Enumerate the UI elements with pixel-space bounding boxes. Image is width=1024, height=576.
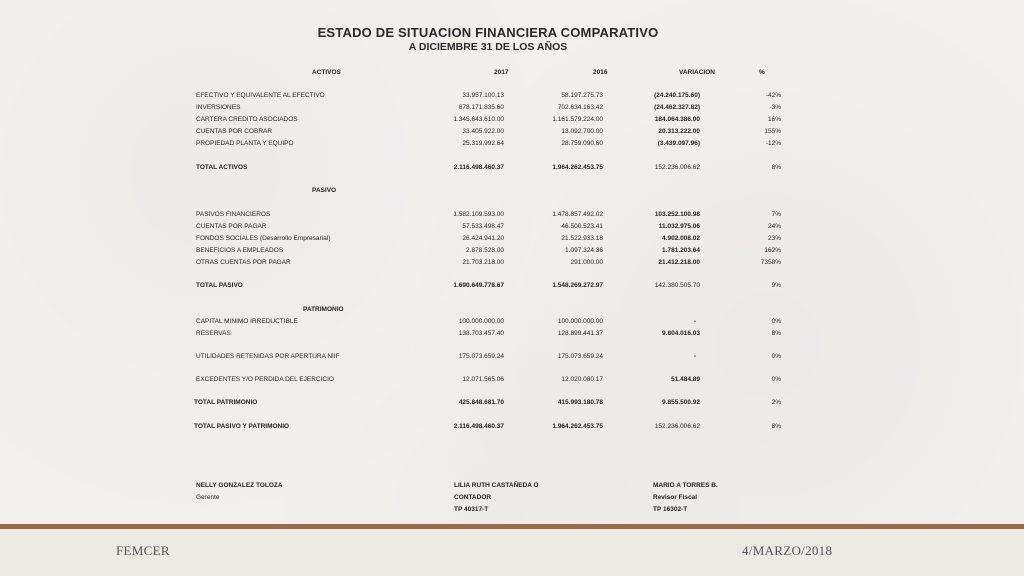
value-variacion: (24.240.175.60): [654, 92, 700, 99]
value-variacion: 184.064.386.00: [654, 116, 700, 123]
document-subtitle: A DICIEMBRE 31 DE LOS AÑOS: [408, 41, 568, 53]
signer-role: Gerente: [196, 494, 220, 501]
value-2017: 33.957.100.13: [462, 92, 504, 99]
value-percent: 2%: [771, 399, 781, 406]
value-2016: 58.197.275.73: [561, 92, 603, 99]
value-2016: 175.073.659.24: [557, 353, 603, 360]
row-label: BENEFICIOS A EMPLEADOS: [196, 247, 284, 254]
row-label: UTILIDADES RETENIDAS POR APERTURA NIIF: [196, 353, 340, 360]
row-label: CUENTAS POR COBRAR: [196, 128, 273, 135]
value-percent: -42%: [765, 92, 781, 99]
row-label: INVERSIONES: [196, 104, 241, 111]
value-variacion: 152.236.006.62: [654, 423, 700, 430]
header-2016: 2016: [593, 69, 608, 76]
value-variacion: (24.462.327.82): [654, 104, 700, 111]
header-variacion: VARIACION: [679, 69, 715, 76]
value-2016: 12.020.080.17: [561, 376, 603, 383]
value-2016: 415.993.180.78: [557, 399, 603, 406]
value-2016: 291.000.00: [570, 259, 603, 266]
footer-date: 4/MARZO/2018: [742, 543, 833, 558]
signer-name: NELLY GONZALEZ TOLOZA: [196, 482, 283, 489]
value-2016: 1.548.269.272.97: [552, 282, 603, 289]
value-2017: 1.345.643.610.00: [453, 116, 504, 123]
value-variacion: 21.412.218.00: [658, 259, 700, 266]
value-variacion: 152.236.006.62: [654, 164, 700, 171]
row-label: TOTAL PATRIMONIO: [194, 399, 258, 406]
document-title: ESTADO DE SITUACION FINANCIERA COMPARATIVO: [317, 25, 659, 40]
footer-divider: [0, 524, 1024, 529]
value-percent: 7%: [771, 211, 781, 218]
signer-name: MARIO A TORRES B.: [653, 482, 718, 489]
footer-organization: FEMCER: [116, 543, 170, 558]
value-variacion: 9.855.500.92: [662, 399, 700, 406]
value-2016: 21.522.933.18: [561, 235, 603, 242]
value-percent: 16%: [767, 116, 781, 123]
row-label: CAPITAL MINIMO IRREDUCTIBLE: [196, 318, 298, 325]
value-2017: 33.405.922.00: [462, 128, 504, 135]
value-variacion: 142.380.505.70: [654, 282, 700, 289]
value-2017: 175.073.659.24: [458, 353, 504, 360]
header-2017: 2017: [494, 69, 509, 76]
value-variacion: 20.313.222.00: [658, 128, 700, 135]
value-percent: 9%: [771, 282, 781, 289]
value-2017: 425.848.681.70: [458, 399, 504, 406]
signer-role: Revisor Fiscal: [653, 494, 698, 501]
value-percent: 155%: [764, 128, 781, 135]
value-2017: 1.690.649.778.67: [453, 282, 504, 289]
value-variacion: 11.032.975.06: [658, 223, 700, 230]
row-label: EXCEDENTES Y/O PERDIDA DEL EJERCICIO: [196, 376, 334, 383]
section-header-patrimonio: PATRIMONIO: [303, 306, 344, 313]
value-percent: 0%: [771, 376, 781, 383]
row-label: CUENTAS POR PAGAR: [196, 223, 267, 230]
section-header-pasivo: PASIVO: [312, 187, 337, 194]
value-2016: 100.000.000.00: [557, 318, 603, 325]
value-2017: 2.116.498.460.37: [453, 164, 504, 171]
value-percent: 7358%: [760, 259, 781, 266]
row-label: TOTAL PASIVO: [196, 282, 243, 289]
value-2017: 2.116.498.460.37: [453, 423, 504, 430]
value-2017: 1.582.109.593.00: [453, 211, 504, 218]
value-2017: 100.000.000.00: [458, 318, 504, 325]
row-label: EFECTIVO Y EQUIVALENTE AL EFECTIVO: [196, 92, 325, 99]
value-2016: 46.500.523.41: [561, 223, 603, 230]
row-label: TOTAL ACTIVOS: [196, 164, 248, 171]
value-percent: 8%: [771, 423, 781, 430]
row-label: PASIVOS FINANCIEROS: [196, 211, 271, 218]
value-2016: 128.899.441.37: [557, 330, 603, 337]
value-2017: 26.424.941.20: [462, 235, 504, 242]
value-2017: 25.319.992.64: [462, 140, 504, 147]
value-2016: 13.092.700.00: [561, 128, 603, 135]
row-label: CARTERA CREDITO ASOCIADOS: [196, 116, 298, 123]
row-label: FONDOS SOCIALES (Desarrollo Empresarial): [196, 235, 331, 242]
value-percent: 0%: [771, 353, 781, 360]
value-percent: 162%: [764, 247, 781, 254]
value-variacion: 4.902.008.02: [662, 235, 700, 242]
value-percent: 8%: [771, 164, 781, 171]
value-2016: 28.759.090.60: [561, 140, 603, 147]
signer-tp: TP 16302-T: [653, 506, 688, 513]
value-variacion: -: [693, 318, 696, 325]
row-label: TOTAL PASIVO Y PATRIMONIO: [194, 423, 290, 430]
value-percent: 23%: [767, 235, 781, 242]
row-label: PROPIEDAD PLANTA Y EQUIPO: [196, 140, 294, 147]
value-percent: 0%: [771, 318, 781, 325]
value-2017: 21.703.218.00: [462, 259, 504, 266]
header-activos: ACTIVOS: [312, 69, 341, 76]
value-percent: -12%: [765, 140, 781, 147]
value-2016: 1.964.262.453.75: [552, 164, 603, 171]
signer-name: LILIA RUTH CASTAÑEDA O: [454, 482, 539, 489]
value-percent: -3%: [769, 104, 781, 111]
header-percent: %: [759, 69, 765, 76]
value-2017: 57.533.498.47: [462, 223, 504, 230]
value-2017: 12.071.565.06: [462, 376, 504, 383]
value-2016: 1.964.262.453.75: [552, 423, 603, 430]
row-label: OTRAS CUENTAS POR PAGAR: [196, 259, 291, 266]
value-variacion: 51.484.89: [671, 376, 700, 383]
value-2017: 2.878.528.00: [466, 247, 504, 254]
value-2017: 138.703.457.40: [458, 330, 504, 337]
value-2016: 1.161.579.224.00: [552, 116, 603, 123]
value-2016: 1.097.324.36: [565, 247, 603, 254]
value-2016: 702.634.163.42: [557, 104, 603, 111]
value-variacion: (3.439.097.96): [657, 140, 700, 147]
signer-tp: TP 40317-T: [454, 506, 489, 513]
value-variacion: 103.252.100.98: [654, 211, 700, 218]
value-percent: 24%: [767, 223, 781, 230]
value-variacion: 1.781.203.64: [662, 247, 700, 254]
value-variacion: 9.804.016.03: [662, 330, 700, 337]
value-percent: 8%: [771, 330, 781, 337]
value-2016: 1.478.857.492.02: [552, 211, 603, 218]
value-variacion: -: [693, 353, 696, 360]
row-label: RESERVAS: [196, 330, 231, 337]
signer-role: CONTADOR: [454, 494, 492, 501]
value-2017: 678.171.835.60: [458, 104, 504, 111]
